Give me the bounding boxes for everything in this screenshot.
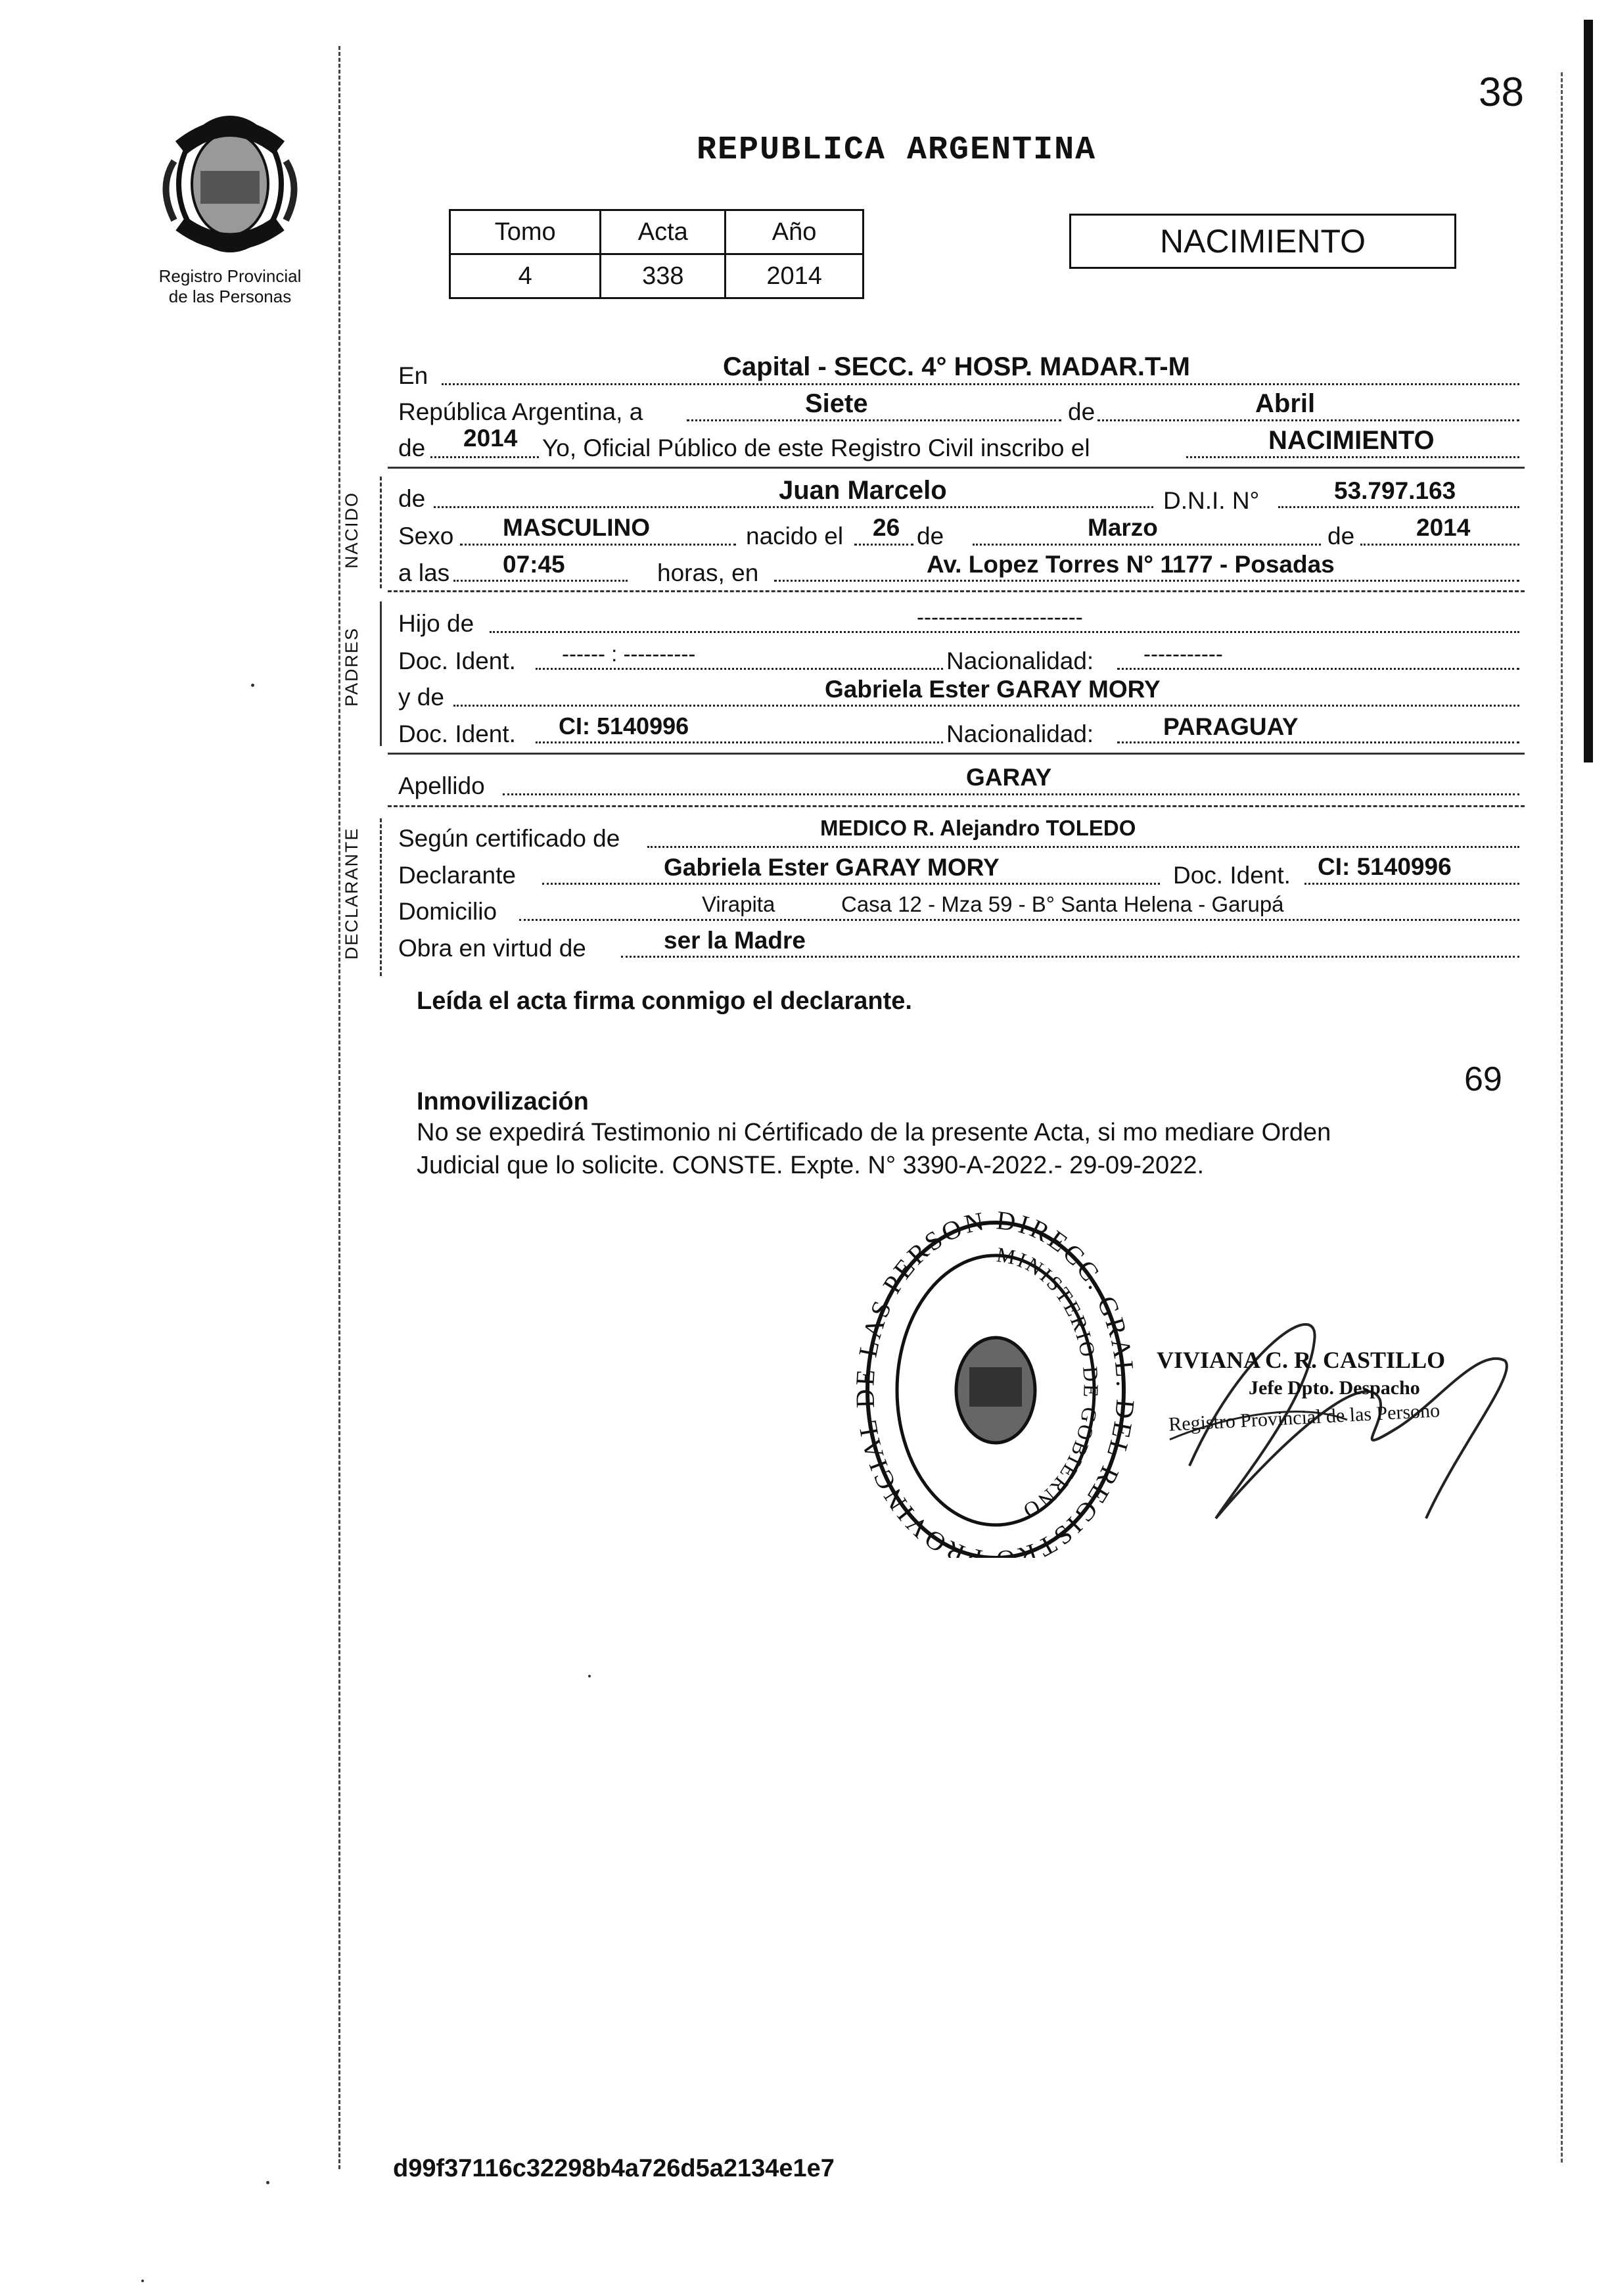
nac2-label: Nacionalidad: xyxy=(946,720,1094,747)
decl-doc-dotline xyxy=(1304,883,1519,885)
record-table-value-row xyxy=(450,254,864,298)
document-hash: d99f37116c32298b4a726d5a2134e1e7 xyxy=(393,2155,835,2182)
svg-text:MINISTERIO DE GOBIERNO: MINISTERIO DE GOBIERNO xyxy=(994,1242,1103,1524)
decl-doc-label: Doc. Ident. xyxy=(1173,862,1291,889)
oficial-text: Yo, Oficial Público de este Registro Civil inscribo el xyxy=(542,434,1090,461)
hijo-label: Hijo de xyxy=(398,610,474,637)
decl-doc-value: CI: 5140996 xyxy=(1318,853,1452,880)
page-title: REPUBLICA ARGENTINA xyxy=(697,131,1097,169)
note-number: 69 xyxy=(1464,1060,1502,1098)
left-margin-line xyxy=(338,46,340,2169)
sexo-label: Sexo xyxy=(398,523,454,550)
hora-dotline xyxy=(453,580,628,582)
lugar-dotline xyxy=(774,580,1519,582)
domicilio-label: Domicilio xyxy=(398,898,497,925)
en-label: En xyxy=(398,362,428,389)
domicilio-value-2: Casa 12 - Mza 59 - B° Santa Helena - Garupá xyxy=(841,892,1284,916)
republica-label: República Argentina, a xyxy=(398,398,643,425)
header-underline xyxy=(388,467,1525,469)
declarante-dotline xyxy=(542,883,1160,885)
domicilio-dotline xyxy=(519,919,1519,921)
nacido-divider xyxy=(380,477,382,588)
dni-label: D.N.I. N° xyxy=(1163,487,1260,514)
nac1-dotline xyxy=(1117,668,1519,670)
apellido-dotline xyxy=(503,793,1519,795)
dia-nac-dotline xyxy=(854,544,913,546)
declarante-side-label: DECLARANTE xyxy=(342,827,361,960)
declarante-label: Declarante xyxy=(398,862,516,889)
apellido-label: Apellido xyxy=(398,772,485,799)
dni-dotline xyxy=(1278,506,1519,508)
stray-mark xyxy=(251,684,254,687)
dia-value: Siete xyxy=(805,389,868,418)
record-table-header-row xyxy=(450,210,864,254)
de-label-2: de xyxy=(398,434,426,461)
dia-dotline xyxy=(687,419,1061,421)
segun-label: Según certificado de xyxy=(398,825,620,852)
signatory-role: Jefe Dpto. Despacho xyxy=(1249,1377,1420,1399)
anio-nac-dotline xyxy=(1360,544,1519,546)
inscribo-dotline xyxy=(1186,456,1519,458)
segun-value: MEDICO R. Alejandro TOLEDO xyxy=(820,816,1136,840)
hijo-dotline xyxy=(490,631,1519,633)
nacido-el-label: nacido el xyxy=(746,523,844,550)
stray-mark xyxy=(266,2181,269,2184)
right-margin-line xyxy=(1561,72,1563,2163)
madre-value: Gabriela Ester GARAY MORY xyxy=(825,676,1161,703)
hora-value: 07:45 xyxy=(503,551,565,578)
yde-label: y de xyxy=(398,684,444,711)
domicilio-value-1: Virapita xyxy=(702,892,775,916)
mes-nac-value: Marzo xyxy=(1088,514,1158,541)
value-acta: 338 xyxy=(601,254,726,298)
nac1-value: ----------- xyxy=(1143,642,1223,666)
de-label-1: de xyxy=(1068,398,1095,425)
sexo-value: MASCULINO xyxy=(503,514,651,541)
doc2-value: CI: 5140996 xyxy=(559,713,689,739)
value-anio: 2014 xyxy=(726,254,864,298)
doc1-value: ------ : ---------- xyxy=(562,642,696,666)
header-acta: Acta xyxy=(601,210,726,254)
nombre-dotline xyxy=(434,506,1153,508)
nacido-de-label-2: de xyxy=(917,523,944,550)
stray-mark xyxy=(588,1675,591,1677)
padres-side-label: PADRES xyxy=(342,626,361,707)
inmovilizacion-title: Inmovilización xyxy=(417,1088,589,1115)
nacido-underline xyxy=(388,590,1525,592)
doc2-label: Doc. Ident. xyxy=(398,720,516,747)
apellido-underline xyxy=(388,805,1525,807)
province-seal-logo xyxy=(154,108,306,260)
en-value: Capital - SECC. 4° HOSP. MADAR.T-M xyxy=(723,352,1190,381)
sexo-dotline xyxy=(460,544,736,546)
nac1-label: Nacionalidad: xyxy=(946,647,1094,674)
header-anio: Año xyxy=(726,210,864,254)
leida-statement: Leída el acta firma conmigo el declarante. xyxy=(417,987,912,1015)
value-tomo: 4 xyxy=(450,254,601,298)
horas-en-label: horas, en xyxy=(657,559,759,586)
hijo-value: ----------------------- xyxy=(917,605,1083,629)
nacido-de-label-3: de xyxy=(1327,523,1355,550)
header-tomo: Tomo xyxy=(450,210,601,254)
padres-underline xyxy=(388,753,1525,755)
anio-dotline xyxy=(430,456,539,458)
nac2-value: PARAGUAY xyxy=(1163,713,1299,740)
record-type-box xyxy=(1069,214,1456,269)
dni-value: 53.797.163 xyxy=(1334,477,1456,504)
logo-caption-line2: de las Personas xyxy=(168,287,292,306)
logo-caption xyxy=(125,266,335,307)
nac2-dotline xyxy=(1117,741,1519,743)
mes-value: Abril xyxy=(1255,389,1316,418)
nombre-value: Juan Marcelo xyxy=(779,476,947,505)
doc1-label: Doc. Ident. xyxy=(398,647,516,674)
anio-value: 2014 xyxy=(463,425,518,452)
declarante-divider xyxy=(380,818,382,976)
stray-mark xyxy=(141,2280,144,2282)
svg-text:DIRECC. GRAL. DEL REGISTRO PRO: DIRECC. GRA EL REGISTR PROVINCIAL LAS PERSON xyxy=(854,1209,1137,1558)
apellido-value: GARAY xyxy=(966,764,1052,791)
inmovilizacion-line1: No se expedirá Testimonio ni Cértificado de la presente Acta, si mo mediare Orden xyxy=(417,1119,1331,1146)
padres-divider xyxy=(380,601,382,746)
dia-nac-value: 26 xyxy=(873,514,900,541)
obra-value: ser la Madre xyxy=(664,927,806,954)
signatory-org: Registro Provincial de las Persono xyxy=(1168,1399,1441,1436)
segun-dotline xyxy=(647,846,1519,848)
obra-dotline xyxy=(621,956,1519,958)
en-dotline xyxy=(442,383,1519,385)
signatory-name: VIVIANA C. R. CASTILLO xyxy=(1157,1347,1446,1373)
doc1-dotline xyxy=(536,668,943,670)
nacido-de-label: de xyxy=(398,485,426,512)
lugar-value: Av. Lopez Torres N° 1177 - Posadas xyxy=(927,551,1335,578)
right-edge-bar xyxy=(1584,20,1593,762)
anio-nac-value: 2014 xyxy=(1416,514,1471,541)
inscribo-value: NACIMIENTO xyxy=(1268,426,1435,455)
record-type-label: NACIMIENTO xyxy=(1160,223,1366,260)
doc2-dotline xyxy=(536,741,943,743)
mes-nac-dotline xyxy=(973,544,1321,546)
logo-caption-line1: Registro Provincial xyxy=(158,266,302,286)
nacido-side-label: NACIDO xyxy=(342,491,361,569)
obra-label: Obra en virtud de xyxy=(398,935,586,962)
declarante-value: Gabriela Ester GARAY MORY xyxy=(664,854,1000,881)
page-number: 38 xyxy=(1479,70,1524,115)
a-las-label: a las xyxy=(398,559,450,586)
mes-dotline xyxy=(1097,419,1519,421)
record-table xyxy=(449,209,864,299)
madre-dotline xyxy=(453,705,1519,707)
official-stamp xyxy=(854,1209,1137,1558)
inmovilizacion-line2: Judicial que lo solicite. CONSTE. Expte. N° 3390-A-2022.- 29-09-2022. xyxy=(417,1152,1205,1179)
